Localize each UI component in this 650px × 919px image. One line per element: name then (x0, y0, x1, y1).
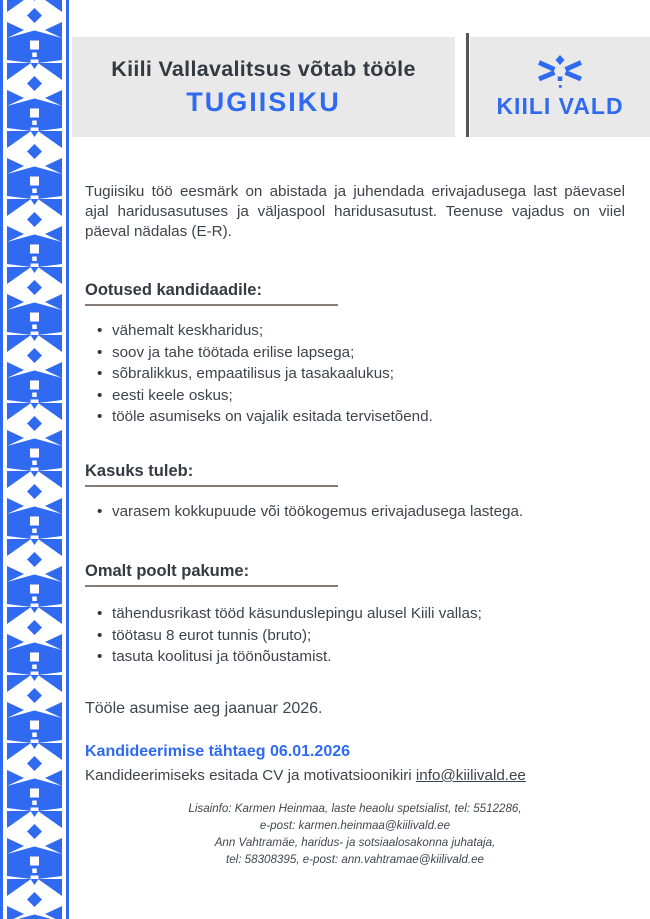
list-item: • tööle asumiseks on vajalik esitada tervisetõend. (85, 406, 625, 428)
list-item: • eesti keele oskus; (85, 385, 625, 407)
position-title: TUGIISIKU (186, 86, 341, 117)
list-item: • sõbralikkus, empaatilisus ja tasakaalukus; (85, 363, 625, 385)
title-box (72, 37, 455, 137)
contact-line: Lisainfo: Karmen Heinmaa, laste heaolu spetsialist, tel: 5512286, (188, 802, 522, 815)
section-heading-text: Kasuks tuleb: (85, 462, 338, 487)
expectations-list (85, 320, 625, 428)
section-heading-text: Ootused kandidaadile: (85, 281, 338, 306)
apply-text: Kandideerimiseks esitada CV ja motivatsioonikiri (85, 767, 416, 784)
section-heading-expectations (85, 281, 338, 306)
flyer-title: Kiili Vallavalitsus võtab tööle (111, 56, 416, 81)
advantage-list (85, 501, 625, 523)
logo-box (470, 37, 650, 137)
section-heading-advantage (85, 462, 338, 487)
dragonfly-logo-icon (536, 54, 584, 90)
list-item: • töötasu 8 eurot tunnis (bruto); (85, 625, 625, 647)
list-item: • varasem kokkupuude või töökogemus erivajadusega lastega. (85, 501, 625, 523)
application-deadline: Kandideerimise tähtaeg 06.01.2026 (85, 743, 351, 760)
contact-info (85, 800, 625, 868)
header-divider-line (466, 33, 469, 137)
contact-line: e-post: karmen.heinmaa@kiilivald.ee (259, 819, 451, 832)
list-item: • vähemalt keskharidus; (85, 320, 625, 342)
start-date-note: Tööle asumise aeg jaanuar 2026. (85, 700, 323, 717)
contact-line: tel: 58308395, e-post: ann.vahtramae@kiilivald.ee (226, 853, 484, 866)
intro-paragraph: Tugiisiku töö eesmärk on abistada ja juhendada erivajadusega last päevasel ajal haridusasutuses ja väljaspool haridusasutust. Teenuse vajadus on viiel päeval nädalas (E-R). (85, 183, 625, 240)
list-item: • tasuta koolitusi ja töönõustamist. (85, 646, 625, 668)
email-link[interactable]: info@kiilivald.ee (415, 767, 526, 784)
section-heading-offer (85, 562, 338, 587)
logo-wordmark: KIILI VALD (496, 93, 624, 119)
section-heading-text: Omalt poolt pakume: (85, 562, 338, 587)
apply-instructions (85, 767, 526, 784)
list-item: • soov ja tahe töötada erilise lapsega; (85, 342, 625, 364)
contact-line: Ann Vahtramäe, haridus- ja sotsiaalosakonna juhataja, (214, 836, 496, 849)
folk-pattern-border (0, 0, 69, 919)
offer-list (85, 603, 625, 668)
list-item: • tähendusrikast tööd käsunduslepingu alusel Kiili vallas; (85, 603, 625, 625)
